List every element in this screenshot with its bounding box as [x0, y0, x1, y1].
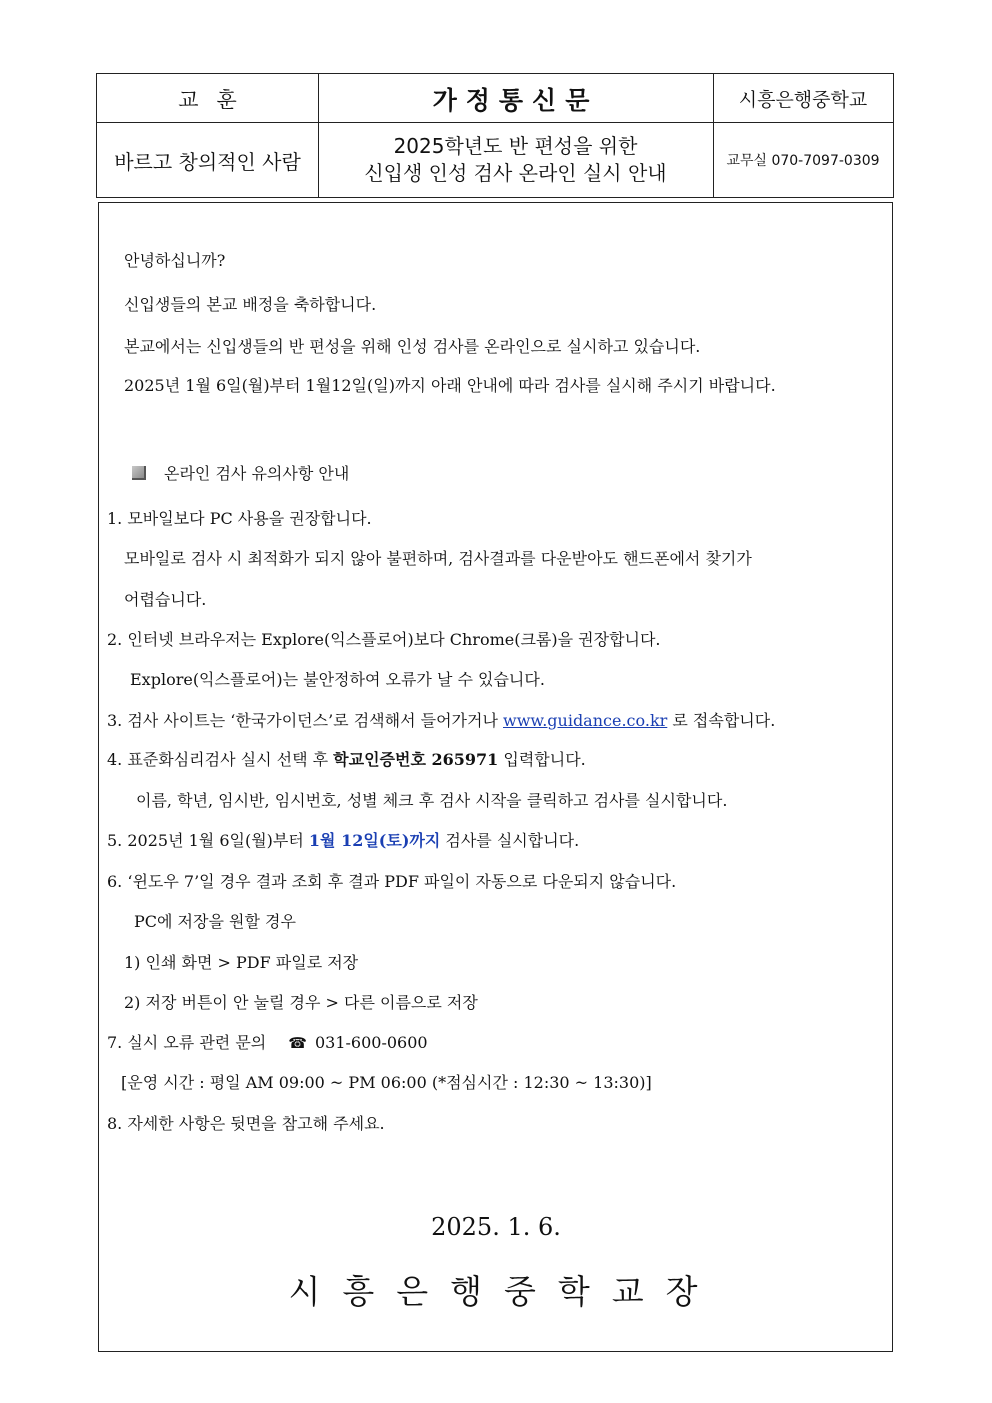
item-8: 8. 자세한 사항은 뒷면을 참고해 주세요.: [107, 1114, 385, 1133]
item-3-text-pre: 3. 검사 사이트는 ‘한국가이던스’로 검색해서 들어가거나: [107, 711, 503, 730]
section-title: 온라인 검사 유의사항 안내: [164, 464, 350, 483]
school-name: 시흥은행중학교: [738, 89, 868, 111]
intro-line-3: 2025년 1월 6일(월)부터 1월12일(일)까지 아래 안내에 따라 검사를 실시해 주시기 바랍니다.: [124, 376, 776, 395]
principal-signature: 시흥은행중학교장: [288, 1272, 720, 1311]
item-5: [107, 831, 579, 851]
square-bullet-icon: [132, 466, 146, 480]
motto-label: 교훈: [178, 87, 255, 112]
item-5-text-pre: 5. 2025년 1월 6일(월)부터: [107, 831, 309, 850]
subject-line-1: 2025학년도 반 편성을 위한: [393, 134, 638, 158]
school-auth-code: 학교인증번호 265971: [333, 750, 499, 769]
intro-line-2: 본교에서는 신입생들의 반 편성을 위해 인성 검사를 온라인으로 실시하고 있습니다.: [124, 337, 701, 356]
guidance-site-link[interactable]: www.guidance.co.kr: [503, 711, 668, 730]
phone-icon: ☎: [288, 1034, 307, 1052]
document-title: 가정통신문: [432, 85, 599, 115]
issue-date: 2025. 1. 6.: [431, 1213, 561, 1241]
notice-subject: [318, 123, 713, 197]
item-6-option-2: 2) 저장 버튼이 안 눌릴 경우 > 다른 이름으로 저장: [124, 993, 478, 1012]
item-4-text-pre: 4. 표준화심리검사 실시 선택 후: [107, 750, 334, 769]
item-1-detail-1: 모바일로 검사 시 최적화가 되지 않아 불편하며, 검사결과를 다운받아도 핸드폰에서 찾기가: [124, 549, 752, 568]
item-7: [107, 1033, 428, 1053]
item-2: 2. 인터넷 브라우저는 Explore(익스플로어)보다 Chrome(크롬)을 권장합니다.: [107, 630, 661, 649]
item-7-text: 7. 실시 오류 관련 문의: [107, 1033, 267, 1052]
item-4-detail: 이름, 학년, 임시반, 임시번호, 성별 체크 후 검사 시작을 클릭하고 검사를 실시합니다.: [136, 791, 728, 810]
item-3-text-post: 로 접속합니다.: [667, 711, 776, 730]
header-table: [96, 73, 894, 198]
item-1: 1. 모바일보다 PC 사용을 권장합니다.: [107, 509, 372, 528]
support-phone: 031-600-0600: [314, 1033, 428, 1052]
section-heading: [132, 464, 349, 484]
item-6-detail: PC에 저장을 원할 경우: [134, 912, 296, 931]
item-5-text-post: 검사를 실시합니다.: [440, 831, 580, 850]
item-6-option-1: 1) 인쇄 화면 > PDF 파일로 저장: [124, 953, 359, 972]
item-3: [107, 711, 775, 731]
item-7-hours: [운영 시간 : 평일 AM 09:00 ~ PM 06:00 (*점심시간 : 12:30 ~ 13:30)]: [121, 1073, 652, 1092]
office-phone: 교무실 070-7097-0309: [726, 153, 880, 169]
item-4: [107, 750, 586, 770]
school-motto: 바르고 창의적인 사람: [114, 149, 301, 174]
intro-line-1: 신입생들의 본교 배정을 축하합니다.: [124, 295, 377, 314]
subject-line-2: 신입생 인성 검사 온라인 실시 안내: [364, 161, 667, 185]
greeting: 안녕하십니까?: [124, 251, 226, 270]
item-2-detail: Explore(익스플로어)는 불안정하여 오류가 날 수 있습니다.: [130, 670, 545, 689]
item-1-detail-2: 어렵습니다.: [124, 590, 207, 609]
item-6: 6. ‘윈도우 7’일 경우 결과 조회 후 결과 PDF 파일이 자동으로 다운되지 않습니다.: [107, 872, 677, 891]
notice-body-frame: [98, 202, 893, 1352]
item-4-text-post: 입력합니다.: [498, 750, 586, 769]
deadline-highlight: 1월 12일(토)까지: [308, 831, 441, 850]
